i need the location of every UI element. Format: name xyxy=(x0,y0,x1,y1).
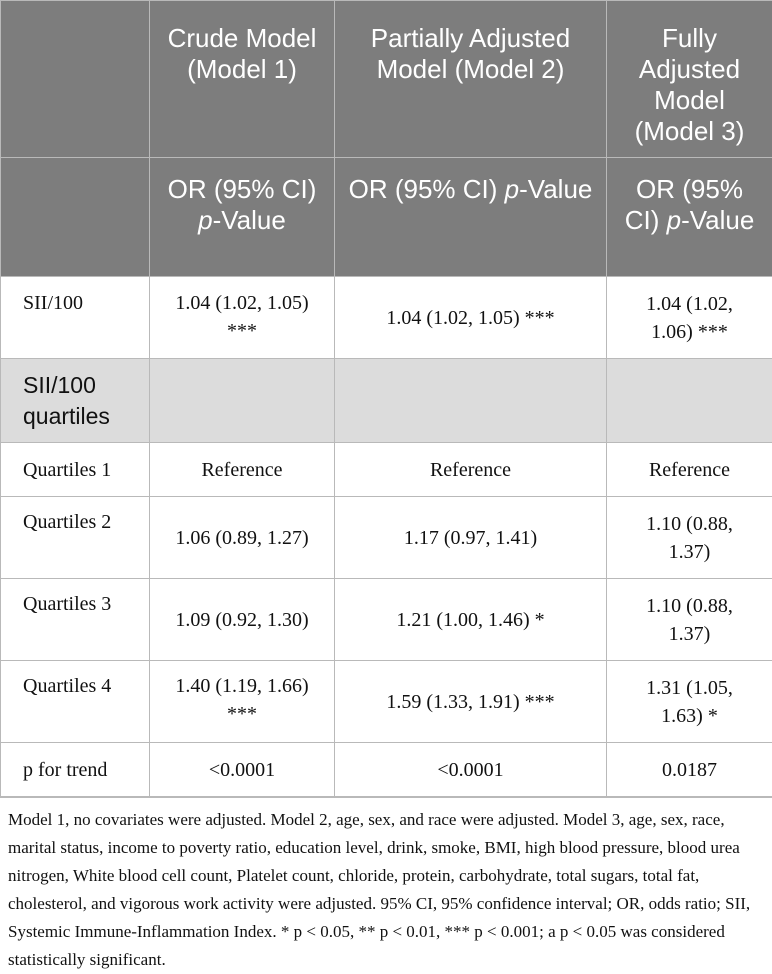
cell-model3 xyxy=(607,359,772,443)
cell-model1: Reference xyxy=(150,443,335,497)
row-label: Quartiles 4 xyxy=(1,661,150,743)
row-label: SII/100 xyxy=(1,277,150,359)
cell-model1: 1.09 (0.92, 1.30) xyxy=(150,579,335,661)
cell-model3: 1.04 (1.02, 1.06) *** xyxy=(607,277,772,359)
table-row xyxy=(1,497,772,579)
cell-model2: <0.0001 xyxy=(335,743,607,797)
or-ci-label: OR (95% CI) xyxy=(625,174,743,235)
cell-model3: 0.0187 xyxy=(607,743,772,797)
row-label: Quartiles 1 xyxy=(1,443,150,497)
cell-model2: 1.04 (1.02, 1.05) *** xyxy=(335,277,607,359)
table-row xyxy=(1,579,772,661)
header-corner-cell xyxy=(1,1,150,158)
table-row xyxy=(1,443,772,497)
header-or-ci-model3 xyxy=(607,158,772,277)
cell-model2: 1.17 (0.97, 1.41) xyxy=(335,497,607,579)
table-row xyxy=(1,743,772,797)
header-measure-corner-cell xyxy=(1,158,150,277)
cell-model2: 1.21 (1.00, 1.46) * xyxy=(335,579,607,661)
header-crude-model: Crude Model (Model 1) xyxy=(150,1,335,158)
cell-model1: 1.04 (1.02, 1.05) *** xyxy=(150,277,335,359)
header-or-ci-model2 xyxy=(335,158,607,277)
header-fully-adjusted-model: Fully Adjusted Model (Model 3) xyxy=(607,1,772,158)
cell-model2 xyxy=(335,359,607,443)
table-row xyxy=(1,661,772,743)
cell-model1: <0.0001 xyxy=(150,743,335,797)
cell-model1: 1.06 (0.89, 1.27) xyxy=(150,497,335,579)
header-row-models xyxy=(1,1,772,158)
row-label: Quartiles 2 xyxy=(1,497,150,579)
value-suffix: -Value xyxy=(213,205,286,235)
cell-model2: Reference xyxy=(335,443,607,497)
or-ci-label: OR (95% CI) xyxy=(168,174,317,204)
table-row xyxy=(1,277,772,359)
p-italic: p xyxy=(667,205,681,235)
row-label: Quartiles 3 xyxy=(1,579,150,661)
value-suffix: -Value xyxy=(519,174,592,204)
cell-model3: 1.10 (0.88, 1.37) xyxy=(607,579,772,661)
cell-model3: 1.31 (1.05, 1.63) * xyxy=(607,661,772,743)
header-row-measures xyxy=(1,158,772,277)
cell-model3: Reference xyxy=(607,443,772,497)
cell-model2: 1.59 (1.33, 1.91) *** xyxy=(335,661,607,743)
group-label: SII/100 quartiles xyxy=(1,359,150,443)
table-row-group-header xyxy=(1,359,772,443)
cell-model1 xyxy=(150,359,335,443)
header-or-ci-model1 xyxy=(150,158,335,277)
or-ci-label: OR (95% CI) xyxy=(349,174,498,204)
cell-model1: 1.40 (1.19, 1.66) *** xyxy=(150,661,335,743)
p-italic: p xyxy=(198,205,212,235)
p-italic: p xyxy=(505,174,519,204)
value-suffix: -Value xyxy=(681,205,754,235)
table-footnote: Model 1, no covariates were adjusted. Model 2, age, sex, and race were adjusted. Model 3, age, sex, race, marital status, income to poverty ratio, education level, drink, smoke, BMI, high blood pressure, blood urea nitrogen, White blood cell count, Platelet count, chloride, protein, carbohydrate, total sugars, total fat, cholesterol, and vigorous work activity were adjusted. 95% CI, 95% confidence interval; OR, odds ratio; SII, Systemic Immune-Inflammation Index. * p < 0.05, ** p < 0.01, *** p < 0.001; a p < 0.05 was considered statistically significant. xyxy=(0,797,772,974)
header-partially-adjusted-model: Partially Adjusted Model (Model 2) xyxy=(335,1,607,158)
row-label: p for trend xyxy=(1,743,150,797)
cell-model3: 1.10 (0.88, 1.37) xyxy=(607,497,772,579)
